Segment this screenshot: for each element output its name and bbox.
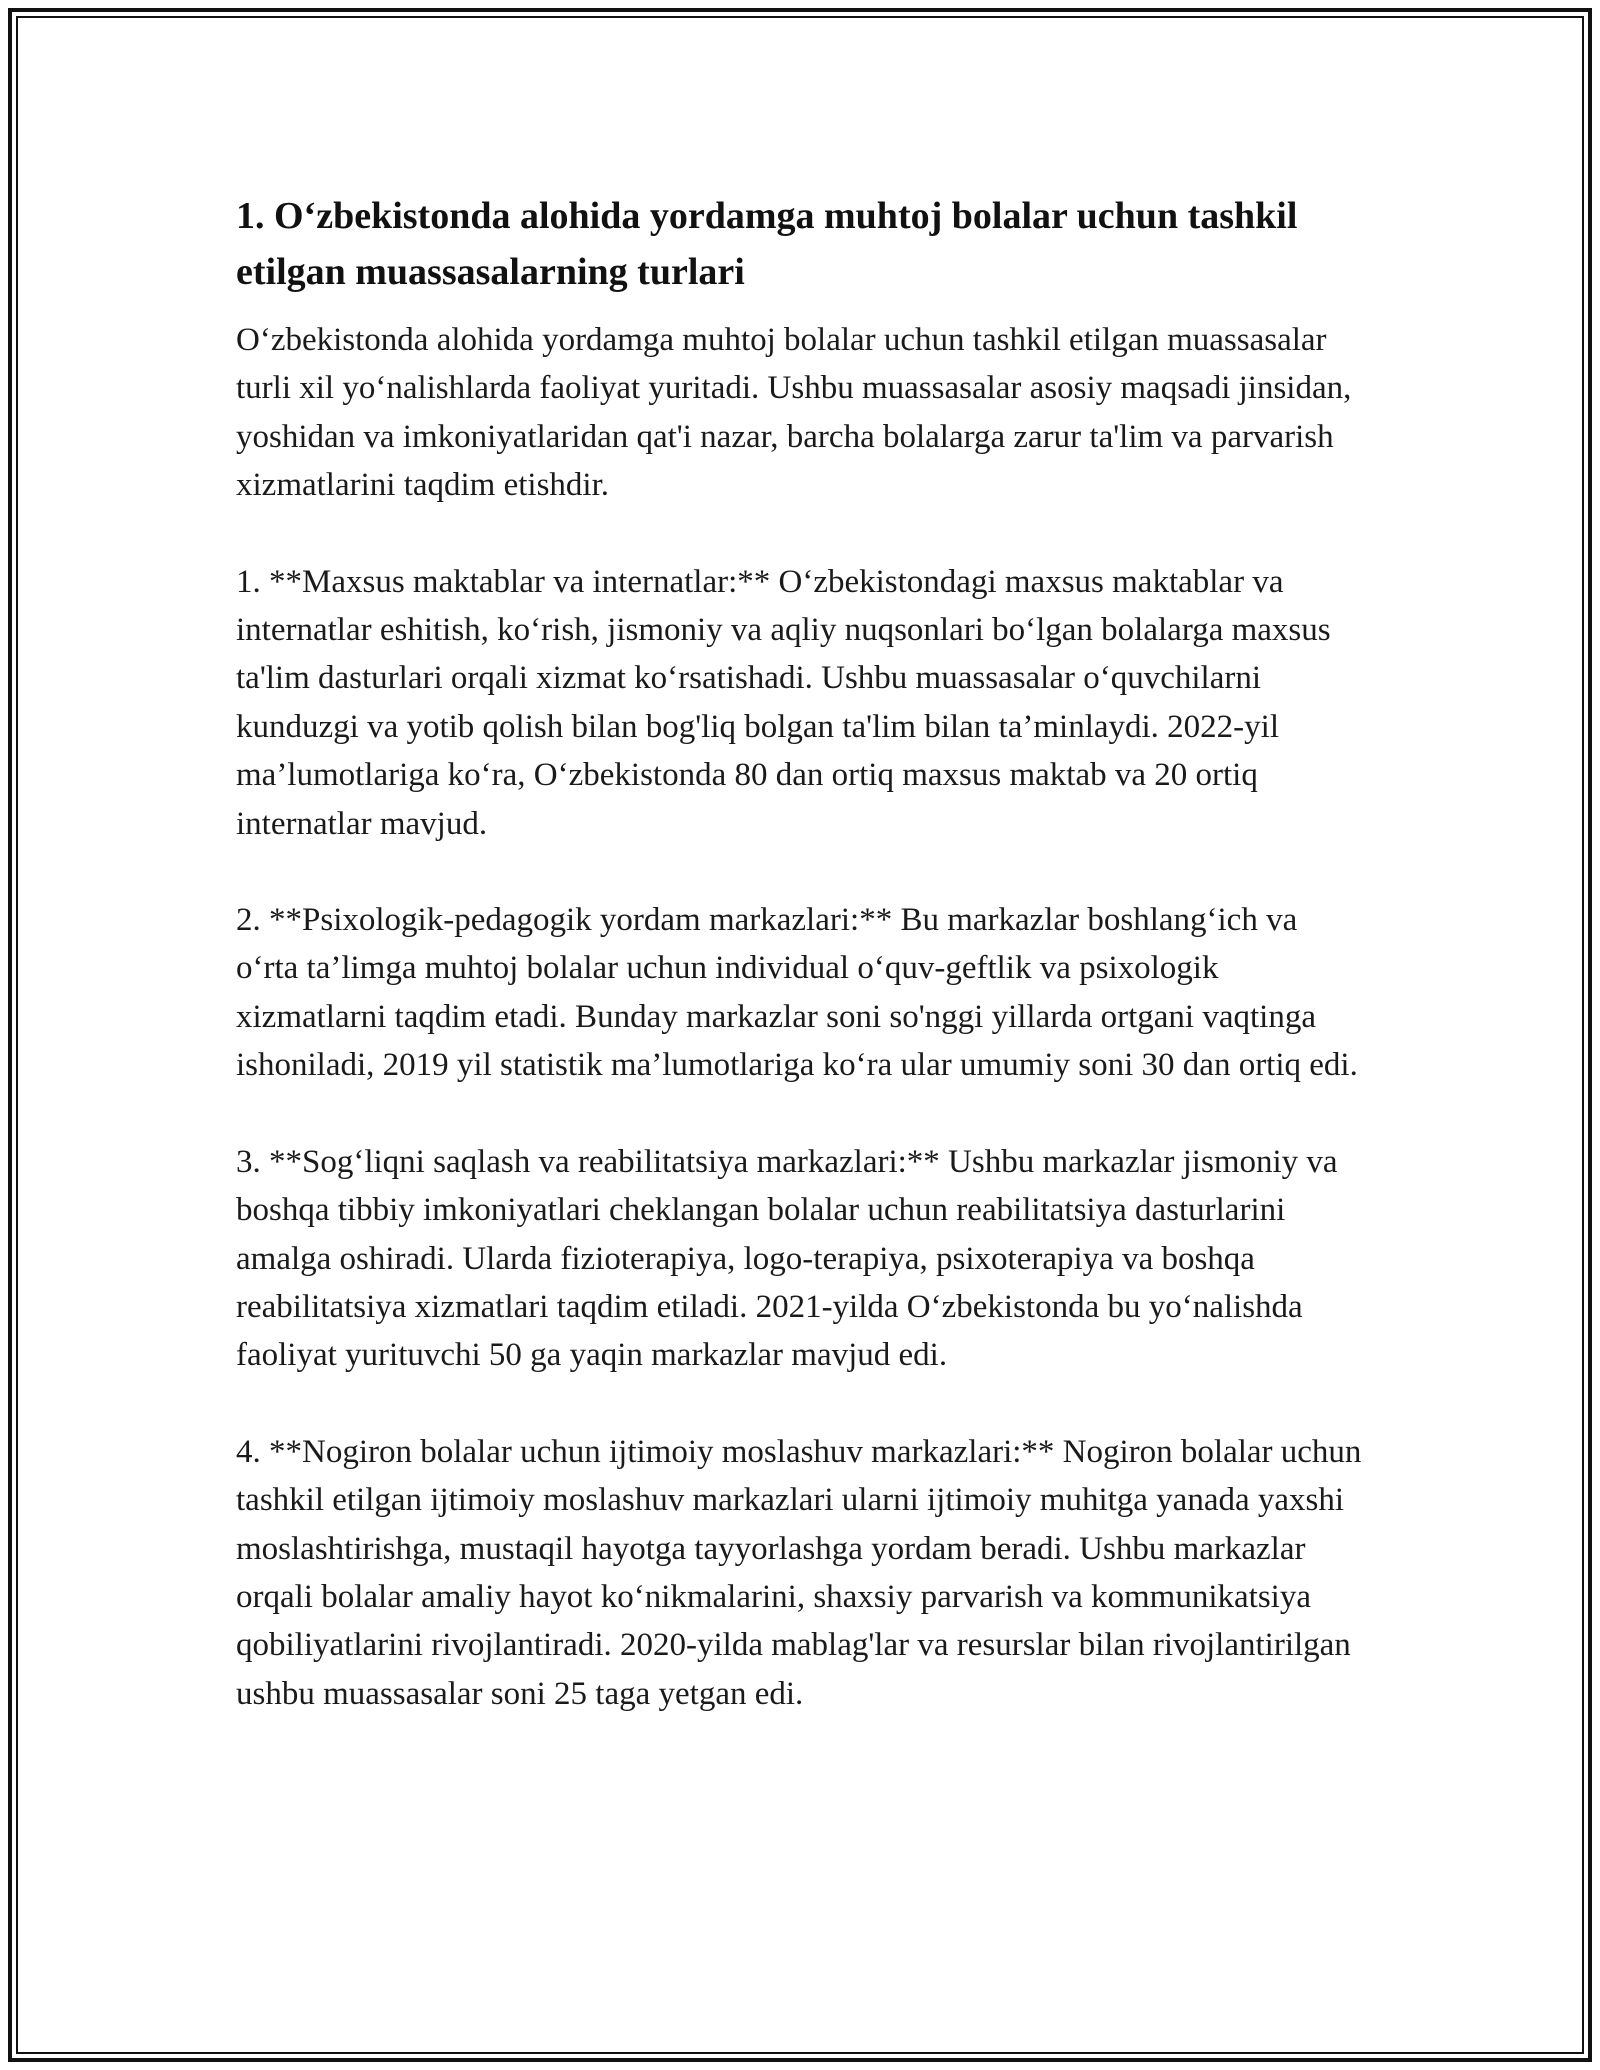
paragraph-special-schools: 1. **Maxsus maktablar va internatlar:** O‘zbekistondagi maxsus maktablar va internatlar eshitish, ko‘rish, jismoniy va aqliy nuqsonlari bo‘lgan bolalarga maxsus ta'lim dasturlari orqali xizmat ko‘rsatishadi. Ushbu muassasalar o‘quvchilarni kunduzgi va yotib qolish bilan bog'liq bolgan ta'lim bilan ta’minlaydi. 2022-yil ma’lumotlariga ko‘ra, O‘zbekistonda 80 dan ortiq maxsus maktab va 20 ortiq internatlar mavjud. bbox=[236, 563, 1331, 842]
paragraph-rehabilitation-centers: 3. **Sog‘liqni saqlash va reabilitatsiya markazlari:** Ushbu markazlar jismoniy va boshqa tibbiy imkoniyatlari cheklangan bolalar uchun reabilitatsiya dasturlarini amalga oshiradi. Ularda fizioterapiya, logo-terapiya, psixoterapiya va boshqa reabilitatsiya xizmatlari taqdim etiladi. 2021-yilda O‘zbekistonda bu yo‘nalishda faoliyat yurituvchi 50 ga yaqin markazlar mavjud edi. bbox=[236, 1143, 1338, 1374]
paragraph-psychological-centers: 2. **Psixologik-pedagogik yordam markazlari:** Bu markazlar boshlang‘ich va o‘rta ta’limga muhtoj bolalar uchun individual o‘quv-geftlik va psixologik xizmatlarni taqdim etadi. Bunday markazlar soni so'nggi yillarda ortgani vaqtinga ishoniladi, 2019 yil statistik ma’lumotlariga ko‘ra ular umumiy soni 30 dan ortiq edi. bbox=[236, 902, 1358, 1084]
intro-paragraph: O‘zbekistonda alohida yordamga muhtoj bolalar uchun tashkil etilgan muassasalar turli xil yo‘nalishlarda faoliyat yuritadi. Ushbu muassasalar asosiy maqsadi jinsidan, yoshidan va imkoniyatlaridan qat'i nazar, barcha bolalarga zarur ta'lim va parvarish xizmatlarini taqdim etishdir. bbox=[236, 322, 1352, 504]
document-body bbox=[236, 188, 1366, 1718]
paragraph-social-adaptation-centers: 4. **Nogiron bolalar uchun ijtimoiy moslashuv markazlari:** Nogiron bolalar uchun tashkil etilgan ijtimoiy moslashuv markazlari ularni ijtimoiy muhitga yanada yaxshi moslashtirishga, mustaqil hayotga tayyorlashga yordam beradi. Ushbu markazlar orqali bolalar amaliy hayot ko‘nikmalarini, shaxsiy parvarish va kommunikatsiya qobiliyatlarini rivojlantiradi. 2020-yilda mablag'lar va resurslar bilan rivojlantirilgan ushbu muassasalar soni 25 taga yetgan edi. bbox=[236, 1433, 1362, 1712]
document-title: 1. O‘zbekistonda alohida yordamga muhtoj bolalar uchun tashkil etilgan muassasalarning turlari bbox=[236, 195, 1298, 293]
